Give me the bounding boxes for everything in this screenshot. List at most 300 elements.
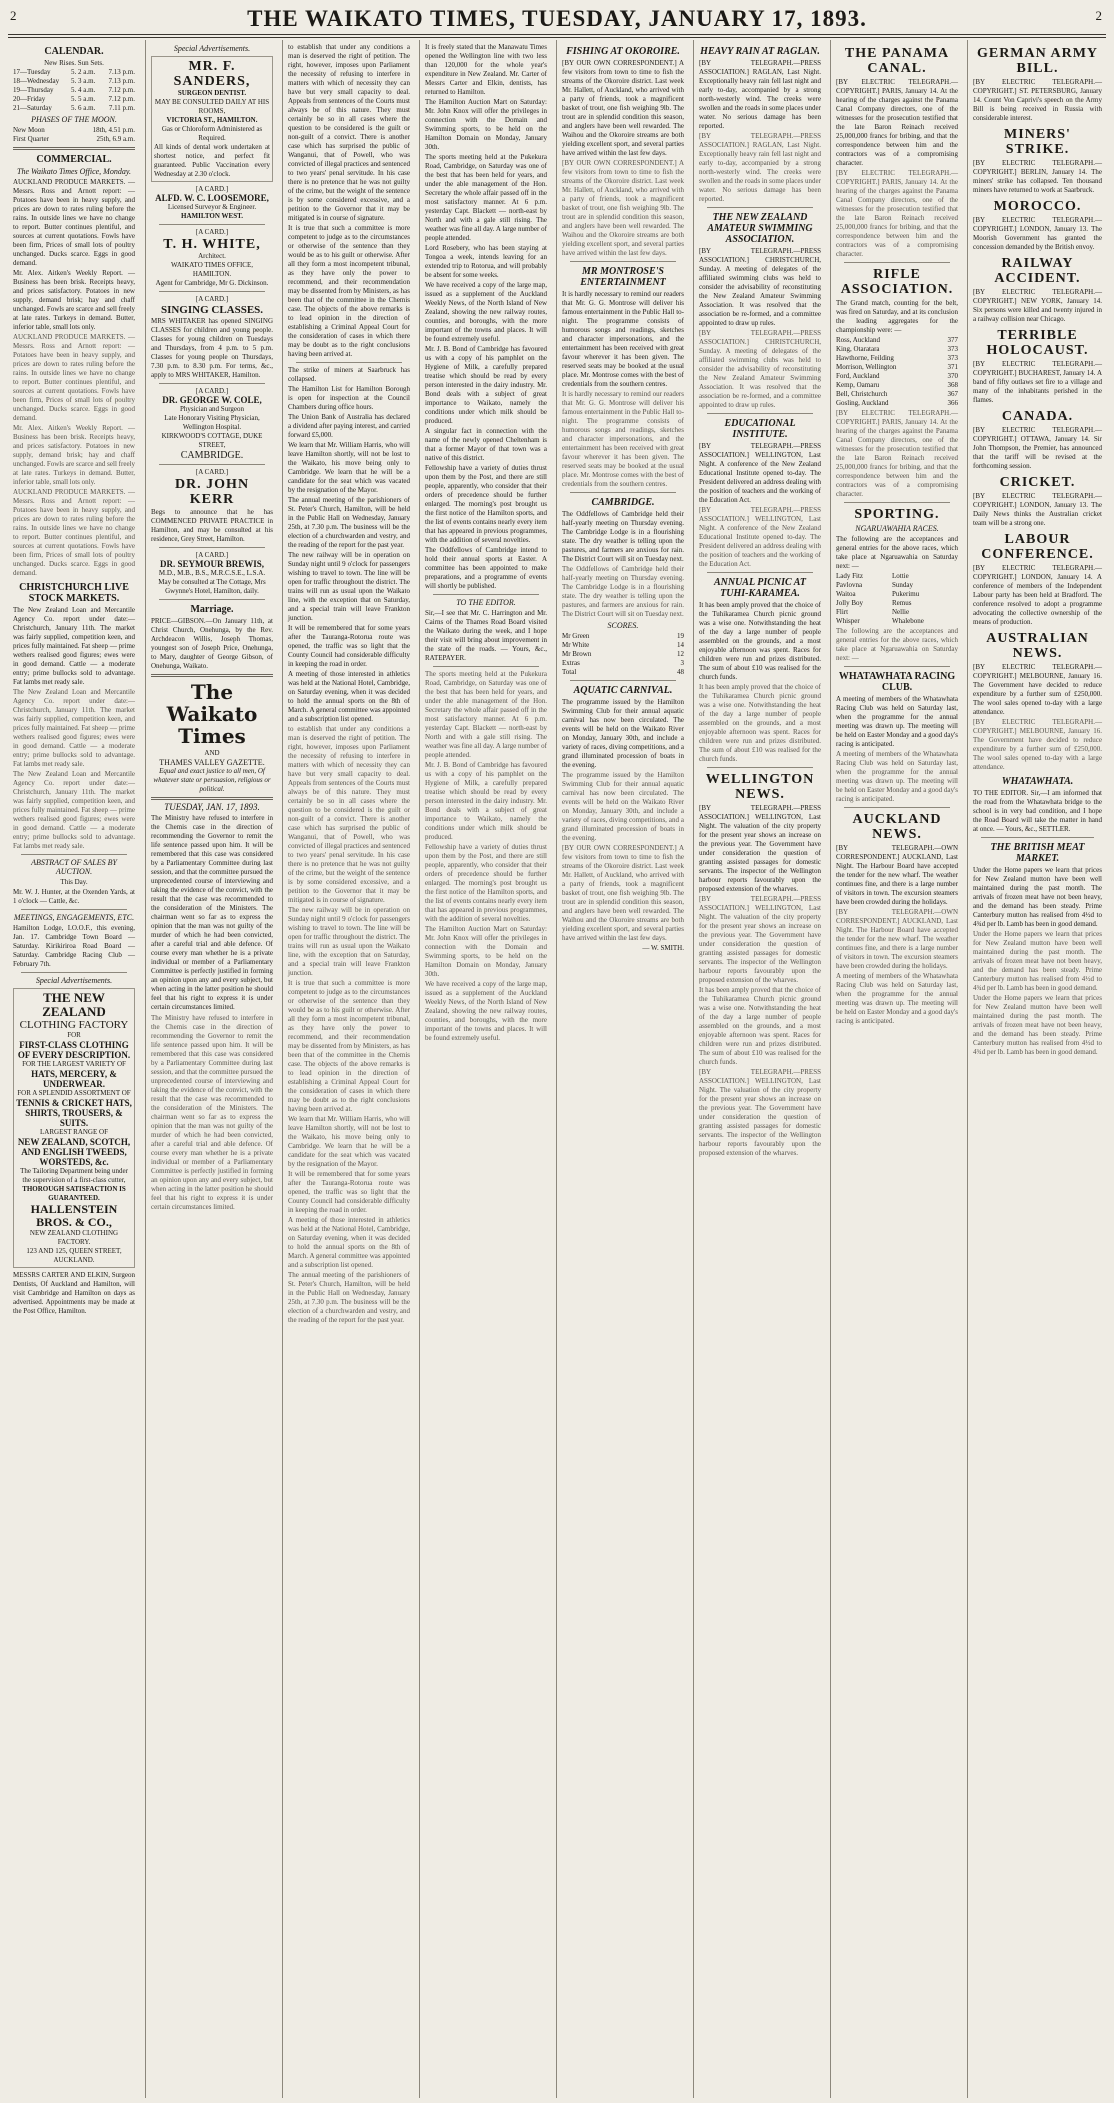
cricket-heading: CRICKET. (999, 475, 1076, 490)
masthead (0, 0, 1114, 34)
ad-line: WAIKATO TIMES OFFICE, HAMILTON. (171, 261, 253, 278)
meat-market-heading: THE BRITISH MEAT MARKET. (990, 842, 1085, 864)
ad-line: DR. GEORGE W. COLE, (162, 395, 262, 405)
rifle-row (836, 399, 958, 408)
divider (707, 207, 813, 208)
ad-line: The Tailoring Department being under the supervision of a first-class cutter, (20, 1167, 128, 1184)
calendar-rise: 5. 2 a.m. (71, 68, 96, 76)
calendar-row (13, 77, 135, 86)
fishing-article: [BY OUR OWN CORRESPONDENT.] A few visitors from town to time to fish the streams of the Okoroire district. Last week Mr. Hallett, of Auckland, who arrived with a party of friends, took a magnificent basket of trout, one fish weighing 9lb. The trout are in splendid condition this season, and anglers have been well rewarded. The Waihou and the Okoroire streams are both yielding excellent sport, and several parties have arrived within the last few days. (562, 59, 684, 157)
christchurch-heading: CHRISTCHURCH LIVE STOCK MARKETS. (19, 582, 129, 604)
divider (570, 492, 676, 493)
page-number-right: 2 (1095, 8, 1102, 23)
score-name: Extras (562, 659, 580, 667)
rifle-score: 373 (947, 345, 958, 353)
ad-line: CLOTHING FACTORY (19, 1019, 129, 1031)
cambridge-heading: CAMBRIDGE. (591, 497, 655, 508)
score-row (562, 659, 684, 668)
calendar-day: 17—Tuesday (13, 68, 51, 76)
news-item: We have received a copy of the large map, issued as a supplement of the Auckland Weekly News, of the North Island of New Zealand, showing the new railway routes, counties, and boroughs, with the more important of the towns and places. It will be found extremely useful. (425, 980, 547, 1042)
calendar-rise: 5. 5 a.m. (71, 95, 96, 103)
terrible-holocaust-article: [BY ELECTRIC TELEGRAPH.—COPYRIGHT.] BUCHAREST, January 14. A band of fifty outlaws set fire to a village and many of the inhabitants perished in the flames. (973, 360, 1102, 404)
news-item: Mr. J. B. Bond of Cambridge has favoured us with a copy of his pamphlet on the Hygiene of Milk, a carefully prepared treatise which should be read by every person interested in the dairy industry. Mr. Bond deals with a subject of great importance to Waikato, namely the conditions under which milk should be produced. (425, 761, 547, 841)
calendar-rise: 5. 3 a.m. (71, 77, 96, 85)
card-label: [A CARD.] (195, 387, 229, 395)
race-entry-row (836, 581, 958, 590)
australian-news-heading: AUSTRALIAN NEWS. (986, 631, 1089, 661)
race-entry-row (836, 572, 958, 581)
news-item: We have received a copy of the large map, issued as a supplement of the Auckland Weekly News, of the North Island of New Zealand, showing the new railway routes, counties, and boroughs, with the more important of the towns and places. It will be found extremely useful. (425, 281, 547, 343)
nameplate-subtitle: THAMES VALLEY GAZETTE. (159, 758, 265, 767)
commercial-paragraph: Mr. Alex. Aitken's Weekly Report. — Business has been brisk. Receipts heavy, and prices satisfactory. Potatoes in new supply, demand brisk; hay and chaff unchanged. Fowls are scarce and sell freely at late rates. Turkeys in demand. Butter, inferior table, small lots only. (13, 269, 135, 331)
divider (159, 547, 265, 548)
news-item: The Hamilton Auction Mart on Saturday: Mr. John Knox will offer the privileges in connection with the Domain and Swimming sports, to be held on the Hamilton Domain on Monday, January 30th. (425, 98, 547, 151)
ad-line: DR. SEYMOUR BREWIS, (159, 559, 264, 569)
news-item: The Hamilton List for Hamilton Borough is open for inspection at the Council Chambers during office hours. (288, 385, 410, 411)
divider (707, 572, 813, 573)
auckland-article: [BY TELEGRAPH.—OWN CORRESPONDENT.] AUCKLAND, Last Night. The Harbour Board have accepted the tender for the new wharf. The weather continues fine, and there is a large number of visitors in town. The excursion steamers have been crowded during the holidays. (836, 908, 958, 970)
column-4 (419, 40, 552, 2098)
australian-news-article: [BY ELECTRIC TELEGRAPH.—COPYRIGHT.] MELBOURNE, January 16. The Government have decided to reduce expenditure by a further sum of £250,000. The wool sales opened to-day with a large attendance. (973, 718, 1102, 771)
wellington-article: [BY TELEGRAPH.—PRESS ASSOCIATION.] WELLINGTON, Last Night. The valuation of the city property for the present year shows an increase on the previous year. The Government have under consideration the question of granting assisted passages for domestic servants. The inspector of the Wellington harbour reports favourably upon the proposed extension of the wharves. (699, 804, 821, 893)
wellington-article: [BY TELEGRAPH.—PRESS ASSOCIATION.] WELLINGTON, Last Night. The valuation of the city property for the present year shows an increase on the previous year. The Government have under consideration the question of granting assisted passages for domestic servants. The inspector of the Wellington harbour reports favourably upon the proposed extension of the wharves. (699, 895, 821, 984)
horse-name: Pavlovna (836, 581, 863, 589)
dentist-ad: MESSRS CARTER AND ELKIN, Surgeon Dentists, Of Auckland and Hamilton, will visit Cambridge and Hamilton on days as advertised. Appointments may be made at the Post Office, Hamilton. (13, 1271, 135, 1315)
fishing-article: [BY OUR OWN CORRESPONDENT.] A few visitors from town to time to fish the streams of the Okoroire district. Last week Mr. Hallett, of Auckland, who arrived with a party of friends, took a magnificent basket of trout, one fish weighing 9lb. The trout are in splendid condition this season, and anglers have been well rewarded. The Waihou and the Okoroire streams are both yielding excellent sport, and several parties have arrived within the last few days. (562, 159, 684, 257)
ad-line: 123 AND 125, QUEEN STREET, AUCKLAND. (26, 1247, 122, 1264)
ad-line: Architect. (198, 252, 226, 260)
moon-phases-heading: PHASES OF THE MOON. (31, 115, 117, 124)
news-item: The new railway will be in operation on Sunday night until 9 o'clock for passengers wishing to travel to town. The line will be open for traffic throughout the district. The trains will run as usual upon the Waikato line, with the exception that on Saturday, and a special train will leave Frankton junction. (288, 906, 410, 977)
rifle-score: 377 (947, 336, 958, 344)
horse-name: Waitoa (836, 590, 856, 598)
editorial-text: The Ministry have refused to interfere in the Chemis case in the direction of recommending the Governor to remit the life sentence passed upon him. It will be remembered that this case was considered by a Parliamentary Committee during last session, and that the committee pursued the unprecedented course of interviewing and taking the evidence of the convict, with the result that the case was recommended to the consideration of the Ministers. The chairman went so far as to express the opinion that the man was not guilty of the murder of which he had been convicted, after a careful trial and able defence. Of course every man whether he is a private individual or member of a Parliamentary Committee is perfectly justified in forming an opinion upon any and every subject, but when acting in the latter position he should feel that his right to express it is under certain circumstances limited. (151, 1014, 273, 1211)
moon-phase: New Moon (13, 126, 45, 134)
picnic-article: It has been amply proved that the choice of the Tuhikaramea Church picnic ground was a wise one. Notwithstanding the heat of the day a large number of people assembled on the grounds, and a most enjoyable afternoon was spent. Races for children were run and prizes distributed. The sum of about £10 was realised for the church funds. (699, 601, 821, 681)
moon-time: 18th, 4.51 p.m. (92, 126, 135, 134)
calendar-row (13, 68, 135, 77)
column-2 (145, 40, 278, 2098)
swimming-article: [BY TELEGRAPH.—PRESS ASSOCIATION.] CHRISTCHURCH, Sunday. A meeting of delegates of the affiliated swimming clubs was held to consider the advisability of reconstituting the New Zealand Amateur Swimming Association. It was resolved that the association be re-formed, and a committee appointed to draw up rules. (699, 329, 821, 409)
ad-line: HAMILTON WEST. (181, 212, 243, 220)
miners-strike-heading: MINERS' STRIKE. (1004, 127, 1071, 157)
race-entries-table (836, 572, 958, 626)
nameplate-and: AND (204, 749, 220, 757)
montrose-heading: MR MONTROSE'S ENTERTAINMENT (580, 266, 666, 288)
ad-line: VICTORIA ST., HAMILTON. (166, 116, 258, 124)
moon-row (13, 126, 135, 135)
auckland-article: [BY TELEGRAPH.—OWN CORRESPONDENT.] AUCKLAND, Last Night. The Harbour Board have accepted the tender for the new wharf. The weather continues fine, and there is a large number of visitors in town. The excursion steamers have been crowded during the holidays. (836, 844, 958, 906)
calendar-header: New Rises. Sun Sets. (44, 59, 104, 67)
divider (21, 854, 127, 855)
card-label: [A CARD.] (195, 185, 229, 193)
cambridge-article: The Oddfellows of Cambridge held their half-yearly meeting on Thursday evening. The Cambridge Lodge is in a flourishing state. The dry weather is telling upon the pastures, and farmers are anxious for rain. The District Court will sit on Tuesday next. (562, 565, 684, 618)
ad-line: May be consulted at The Cottage, Mrs Gwynne's Hotel, Hamilton, daily. (158, 578, 266, 595)
calendar-rise: 5. 4 a.m. (71, 86, 96, 94)
carnival-article: The programme issued by the Hamilton Swimming Club for their annual aquatic carnival has now been circulated. The events will be held on the Waikato River on Monday, January 30th, and include a variety of races, diving competitions, and a grand illuminated procession of boats in the evening. (562, 771, 684, 842)
picnic-heading: ANNUAL PICNIC AT TUHI-KARAMEA. (713, 577, 807, 599)
signoff: — W. SMITH. (642, 944, 684, 952)
ad-line: Gas or Chloroform Administered as Required. (161, 125, 263, 142)
calendar-set: 7.12 p.m. (108, 86, 135, 94)
railway-accident-heading: RAILWAY ACCIDENT. (994, 256, 1081, 286)
news-item: The annual meeting of the parishioners of St. Peter's Church, Hamilton, will be held in the Public Hall on Wednesday, January 25th, at 7.30 p.m. The business will be the election of a churchwarden and vestry, and the reading of the report for the past year. (288, 1271, 410, 1324)
sporting-subheading: NGARUAWAHIA RACES. (855, 524, 939, 533)
ad-line: NEW ZEALAND, SCOTCH, AND ENGLISH TWEEDS, WORSTEDS, &c. (17, 1137, 131, 1167)
moon-phase: First Quarter (13, 135, 49, 143)
ad-line: SURGEON DENTIST. (177, 89, 247, 97)
commercial-paragraph: AUCKLAND PRODUCE MARKETS. — Messrs. Ross and Arnott report: — Potatoes have been in heavy supply, and prices are down to rates ruling before the rains. In outside lines we have no change to report. Butter continues plentiful, and sources at current quotations. Fowls have been firm, Prices of small lots of poultry unchanged. Ducks scarce. Eggs in good demand. (13, 488, 135, 577)
news-item: Fellowship have a variety of duties thrust upon them by the Post, and there are still people, apparently, who consider that their orders of precedence should be further enlarged. The morning's post brought us the first notice of the Hamilton sports, and the list of events contains nearly every item that has appeared in previous programmes, with the addition of several novelties. (425, 464, 547, 544)
sporting-article: The following are the acceptances and general entries for the above races, which take place at Ngaruawahia on Saturday next: — (836, 535, 958, 570)
ad-line: KIRKWOOD'S COTTAGE, DUKE STREET, (161, 432, 263, 449)
newspaper-header-title: THE WAIKATO TIMES, TUESDAY, JANUARY 17, 1893. (247, 6, 867, 31)
calendar-set: 7.11 p.m. (108, 104, 135, 112)
horse-name: Sunday (892, 581, 913, 589)
rifle-score: 366 (947, 399, 958, 407)
ad-line: HALLENSTEIN BROS. & CO., (30, 1202, 118, 1229)
horse-name: Flirt (836, 608, 849, 616)
education-article: [BY TELEGRAPH.—PRESS ASSOCIATION.] WELLINGTON, Last Night. A conference of the New Zealand Educational Institute opened to-day. The President delivered an address dealing with the position of teachers and the working of the Education Act. (699, 506, 821, 568)
score-row (562, 632, 684, 641)
ad-line: Licensed Surveyor & Engineer. (167, 203, 257, 211)
ad-line: SINGING CLASSES. (160, 304, 264, 316)
ad-line: FOR (67, 1031, 81, 1039)
rifle-article: [BY ELECTRIC TELEGRAPH.—COPYRIGHT.] PARIS, January 14. At the hearing of the charges against the Panama Canal Company directors, one of the witnesses for the prosecution testified that the late Baron Reinach received 25,000,000 francs for bribing, and that the correspondence between him and the contractors was of a compromising character. (836, 409, 958, 498)
divider (844, 262, 950, 263)
ad-line: T. H. WHITE, (163, 237, 261, 252)
cambridge-article: The Oddfellows of Cambridge held their half-yearly meeting on Thursday evening. The Cambridge Lodge is in a flourishing state. The dry weather is telling upon the pastures, and farmers are anxious for rain. The District Court will sit on Tuesday next. (562, 510, 684, 563)
news-item: The Oddfellows of Cambridge intend to hold their annual sports at Easter. A committee has been appointed to make preparations, and a programme of events will shortly be published. (425, 546, 547, 590)
column-7 (830, 40, 963, 2098)
scores-heading: SCORES. (607, 621, 639, 630)
rifle-score: 368 (947, 381, 958, 389)
rifle-score: 371 (947, 363, 958, 371)
carnival-heading: AQUATIC CARNIVAL. (573, 685, 673, 696)
singing-ad-text: MRS WHITAKER has opened SINGING CLASSES for children and young people. Classes for young children on Tuesdays and Thursdays, from 4 p.m. to 5 p.m. Classes for young people on Thursdays, 7.30 p.m. to 8.30 p.m. For terms, &c., apply to MRS WHITAKER, Hamilton. (151, 317, 273, 379)
news-item: We learn that Mr. William Harris, who will leave Hamilton shortly, will not be lost to the Waikato, his move being only to Cambridge. We learn that he will be a candidate for the seat which was vacated by the resignation of the Mayor. (288, 1115, 410, 1168)
horse-name: Whisper (836, 617, 860, 625)
calendar-table (13, 68, 135, 113)
news-item: It will be remembered that for some years after the Tauranga-Rotorua route was opened, the traffic was so light that the County Council had considerable difficulty in keeping the road in order. (288, 1170, 410, 1214)
rifle-name: Gosling, Auckland (836, 399, 889, 407)
raglan-article: [BY TELEGRAPH.—PRESS ASSOCIATION.] RAGLAN, Last Night. Exceptionally heavy rain fell last night and early to-day, accompanied by a strong north-westerly wind. The creeks were swollen and the roads in some places under water. No serious damage has been reported. (699, 59, 821, 130)
raglan-heading: HEAVY RAIN AT RAGLAN. (700, 46, 820, 57)
news-item: The strike of miners at Saarbruck has collapsed. (288, 366, 410, 383)
whatawhata-heading: WHATAWHATA. (1001, 776, 1074, 787)
rifle-name: King, Otaratara (836, 345, 880, 353)
calendar-row (13, 95, 135, 104)
swimming-heading: THE NEW ZEALAND AMATEUR SWIMMING ASSOCIATION. (707, 212, 813, 245)
rifle-row (836, 390, 958, 399)
morocco-article: [BY ELECTRIC TELEGRAPH.—COPYRIGHT.] LONDON, January 13. The Moorish Government has granted the concession demanded by the British envoy. (973, 216, 1102, 251)
ad-line: Physician and Surgeon (179, 405, 245, 413)
ad-line: CAMBRIDGE. (180, 450, 244, 461)
special-ads-heading: Special Advertisements. (35, 976, 113, 985)
card-label: [A CARD.] (195, 468, 229, 476)
ad-line: DR. JOHN KERR (174, 477, 250, 507)
section-divider (151, 674, 273, 677)
news-item: We learn that Mr. William Harris, who will leave Hamilton shortly, will not be lost to the Waikato, his move being only to Cambridge. We learn that he will be a candidate for the seat which was vacated by the resignation of the Mayor. (288, 441, 410, 494)
canada-article: [BY ELECTRIC TELEGRAPH.—COPYRIGHT.] OTTAWA, January 14. Sir John Thompson, the Premier, has announced that the tariff will be revised at the forthcoming session. (973, 426, 1102, 470)
score-value: 48 (677, 668, 684, 676)
divider (159, 383, 265, 384)
christchurch-paragraph: The New Zealand Loan and Mercantile Agency Co. report under date:— Christchurch, January 11th. The market was fairly supplied, competition keen, and prices fully maintained. Fat sheep — prime wethers realised good figures; ewes were in good demand. Cattle — a moderate entry; prime bullocks sold to advantage. Fat lambs met ready sale. (13, 688, 135, 768)
news-item: A singular fact in connection with the name of the newly opened Cheltenham is that a former Mayor of that town was a native of this district. (425, 427, 547, 462)
fishing-heading: FISHING AT OKOROIRE. (566, 46, 680, 57)
raglan-article: [BY TELEGRAPH.—PRESS ASSOCIATION.] RAGLAN, Last Night. Exceptionally heavy rain fell last night and early to-day, accompanied by a strong north-westerly wind. The creeks were swollen and the roads in some places under water. No serious damage has been reported. (699, 132, 821, 203)
section-divider (151, 797, 273, 800)
ad-line: HATS, MERCERY, & UNDERWEAR. (31, 1069, 117, 1089)
news-item: It will be remembered that for some years after the Tauranga-Rotorua route was opened, the traffic was so light that the County Council had considerable difficulty in keeping the road in order. (288, 624, 410, 668)
ad-line: LARGEST RANGE OF (40, 1128, 108, 1136)
rifle-name: Kemp, Oamaru (836, 381, 880, 389)
swimming-article: [BY TELEGRAPH.—PRESS ASSOCIATION.] CHRISTCHURCH, Sunday. A meeting of delegates of the affiliated swimming clubs was held to consider the advisability of reconstituting the New Zealand Amateur Swimming Association. It was resolved that the association be re-formed, and a committee appointed to draw up rules. (699, 247, 821, 327)
score-row (562, 641, 684, 650)
picnic-article: It has been amply proved that the choice of the Tuhikaramea Church picnic ground was a wise one. Notwithstanding the heat of the day a large number of people assembled on the grounds, and a most enjoyable afternoon was spent. Races for children were run and prizes distributed. The sum of about £10 was realised for the church funds. (699, 683, 821, 763)
whatawhata-letter: TO THE EDITOR. Sir,—I am informed that the road from the Whatawhata bridge to the school is in very bad condition, and I hope the Road Board will take the matter in hand at once. — Yours, &c., SETTLER. (973, 789, 1102, 833)
rifle-score: 370 (947, 372, 958, 380)
whatawhata-racing-article: A meeting of members of the Whatawhata Racing Club was held on Saturday last, when the programme for the annual meeting was drawn up. The meeting will be held on Easter Monday and a good day's racing is anticipated. (836, 750, 958, 803)
header-rule (8, 34, 1106, 35)
scores-table (562, 632, 684, 677)
divider (570, 261, 676, 262)
ad-line: THE NEW ZEALAND (42, 990, 106, 1019)
meat-market-article: Under the Home papers we learn that prices for New Zealand mutton have been well maintained during the past month. The arrivals of frozen meat have not been heavy, and the demand has been steady. Prime Canterbury mutton has realised from 4½d to 4¾d per lb. Lamb has been in good demand. (973, 930, 1102, 992)
commercial-paragraph: AUCKLAND PRODUCE MARKETS. — Messrs. Ross and Arnott report: — Potatoes have been in heavy supply, and prices are down to rates ruling before the rains. In outside lines we have no change to report. Butter continues plentiful, and sources at current quotations. Fowls have been firm, Prices of small lots of poultry unchanged. Ducks scarce. Eggs in good demand. (13, 333, 135, 422)
ad-line: All kinds of dental work undertaken at shortest notice, and perfect fit guaranteed. Public Vaccination every Wednesday at 2.30 o'clock. (154, 143, 270, 178)
cricket-article: [BY ELECTRIC TELEGRAPH.—COPYRIGHT.] LONDON, January 13. The Daily News thinks the Australian cricket team will be a strong one. (973, 492, 1102, 527)
terrible-holocaust-heading: TERRIBLE HOLOCAUST. (986, 328, 1089, 358)
ad-line: Late Honorary Visiting Physician, Wellington Hospital. (164, 414, 260, 431)
news-item: The annual meeting of the parishioners of St. Peter's Church, Hamilton, will be held in the Public Hall on Wednesday, January 25th, at 7.30 p.m. The business will be the election of a churchwarden and vestry, and the reading of the report for the past year. (288, 496, 410, 549)
calendar-set: 7.13 p.m. (108, 77, 135, 85)
header-rule-lower (8, 37, 1106, 38)
score-value: 3 (680, 659, 684, 667)
news-item: The new railway will be in operation on Sunday night until 9 o'clock for passengers wishing to travel to town. The line will be open for traffic throughout the district. The trains will run as usual upon the Waikato line, with the exception that on Saturday, and a special train will leave Frankton junction. (288, 551, 410, 622)
column-1 (8, 40, 140, 2098)
morocco-heading: MOROCCO. (993, 199, 1082, 214)
section-divider (13, 147, 135, 150)
wellington-heading: WELLINGTON NEWS. (705, 772, 815, 802)
newspaper-nameplate: The Waikato Times (166, 680, 258, 748)
news-item: It is true that such a committee is more competent to judge as to the circumstances or otherwise of the sentence than they would be as to his guilt or otherwise. After all they form a most incompetent tribunal, as they have only the power to recommend, and their recommendation may be dissented from by Ministers, as has been that of the committee in the Chemis case. The objects of the above remarks is to lead opinion in the direction of establishing a Criminal Appeal Court for the consideration of cases in which there may be doubt as to the right conclusions having been arrived at. (288, 979, 410, 1113)
score-value: 14 (677, 641, 684, 649)
score-row (562, 668, 684, 677)
rifle-intro: The Grand match, counting for the belt, was fired on Saturday, and at its conclusion the leading aggregates for the championship were: — (836, 299, 958, 334)
card-label: [A CARD.] (195, 295, 229, 303)
news-item: The sports meeting held at the Pukekura Road, Cambridge, on Saturday was one of the best that has been held for years, and under the able management of the Hon. Secretary the whole affair passed off in the most satisfactory manner. At 6 p.m. yesterday Capt. Blackett — north-east by North and with a gale still rising. The weather was fine all day. A large number of people attended. (425, 670, 547, 759)
horse-name: Remus (892, 599, 912, 607)
news-item: to establish that under any conditions a man is deserved the right of petition. The right, however, imposes upon Parliament the necessity of refusing to interfere in matters with which of necessity they can have but very small capacity to deal. Appeals from sentences of the Courts must always be of this nature. They must certainly be so in all cases where the question to be considered is the guilt or non-guilt of a convict. There is another case which has surprised the public of Wanganui, that of Powell, who was convicted of illegal practices and sentenced to two years' penal servitude. In his case there is no pretence that he was not guilty of the crime, but the weight of the sentence is by some considered excessive, and a petition to the Governor that it may be mitigated is in course of signature. (288, 725, 410, 904)
commercial-heading: COMMERCIAL. (36, 154, 112, 165)
marriage-notice: PRICE—GIBSON.—On January 11th, at Christ Church, Onehunga, by the Rev. Archdeacon Willis, Joseph Thomas, youngest son of Joseph Price, Onehunga, to Mary, daughter of George Gibson, of Onehunga, Waikato. (151, 617, 273, 670)
race-entry-row (836, 599, 958, 608)
divider (21, 909, 127, 910)
rifle-row (836, 345, 958, 354)
ad-line: NEW ZEALAND CLOTHING FACTORY. (29, 1229, 119, 1246)
ad-line: THOROUGH SATISFACTION IS GUARANTEED. (22, 1185, 126, 1202)
race-entry-row (836, 590, 958, 599)
education-article: [BY TELEGRAPH.—PRESS ASSOCIATION.] WELLINGTON, Last Night. A conference of the New Zealand Educational Institute opened to-day. The President delivered an address dealing with the position of teachers and the working of the Education Act. (699, 442, 821, 504)
calendar-set: 7.12 p.m. (108, 95, 135, 103)
rifle-row (836, 372, 958, 381)
german-army-article: [BY ELECTRIC TELEGRAPH.—COPYRIGHT.] ST. PETERSBURG, January 14. Count Von Caprivi's speech on the Army Bill is being received in Russia with considerable interest. (973, 78, 1102, 122)
montrose-article: It is hardly necessary to remind our readers that Mr. G. G. Montrose will deliver his famous entertainment in the Public Hall to-night. The programme consists of humorous songs and readings, sketches and character impersonations, and the entertainment has been received with great favour wherever it has been given. The reserved seats may be booked at the usual place. Mr. Montrose comes with the best of credentials from the southern centres. (562, 290, 684, 388)
column-8 (967, 40, 1107, 2098)
commercial-paragraph: AUCKLAND PRODUCE MARKETS. — Messrs. Ross and Arnott report: — Potatoes have been in heavy supply, and prices are down to rates ruling before the rains. In outside lines we have no change to report. Butter continues plentiful, and sources at current quotations. Fowls have been firm, Prices of small lots of poultry unchanged. Ducks scarce. Eggs in good demand. (13, 178, 135, 267)
miners-strike-article: [BY ELECTRIC TELEGRAPH.—COPYRIGHT.] BERLIN, January 14. The miners' strike has collapsed. Ten thousand miners have returned to work at Saarbruck. (973, 159, 1102, 194)
letter-heading: TO THE EDITOR. (456, 598, 516, 607)
calendar-day: 21—Saturday (13, 104, 52, 112)
ad-line: MR. F. SANDERS, (173, 59, 251, 89)
divider (21, 972, 127, 973)
commercial-paragraph: Mr. Alex. Aitken's Weekly Report. — Business has been brisk. Receipts heavy, and prices satisfactory. Potatoes in new supply, demand brisk; hay and chaff unchanged. Fowls are scarce and sell freely at late rates. Turkeys in demand. Butter, inferior table, small lots only. (13, 424, 135, 486)
score-name: Total (562, 668, 577, 676)
score-row (562, 650, 684, 659)
labour-conference-article: [BY ELECTRIC TELEGRAPH.—COPYRIGHT.] LONDON, January 14. A conference of members of the Independent Labour party has been held at Bradford. The conference resolved to adopt a programme advocating the collective ownership of the means of production. (973, 564, 1102, 626)
divider (433, 594, 539, 595)
calendar-row (13, 86, 135, 95)
carnival-article: [BY OUR OWN CORRESPONDENT.] A few visitors from town to time to fish the streams of the Okoroire district. Last week Mr. Hallett, of Auckland, who arrived with a party of friends, took a magnificent basket of trout, one fish weighing 9lb. The trout are in splendid condition this season, and anglers have been well rewarded. The Waihou and the Okoroire streams are both yielding excellent sport, and several parties have arrived within the last few days. (562, 844, 684, 942)
divider (159, 464, 265, 465)
sporting-article: The following are the acceptances and general entries for the above races, which take place at Ngaruawahia on Saturday next: — (836, 627, 958, 662)
divider (844, 807, 950, 808)
horse-name: Nellie (892, 608, 910, 616)
news-item: Lord Rosebery, who has been staying at Tongoa a week, intends leaving for an extended trip to Rotorua, and will probably be absent for some weeks. (425, 244, 547, 279)
calendar-day: 19—Thursday (13, 86, 54, 94)
page-number-left: 2 (10, 8, 17, 23)
sales-subheading: This Day. (60, 878, 88, 886)
education-heading: EDUCATIONAL INSTITUTE. (724, 418, 796, 440)
meetings-heading: MEETINGS, ENGAGEMENTS, ETC. (13, 913, 135, 922)
score-name: Mr White (562, 641, 590, 649)
meat-market-article: Under the Home papers we learn that prices for New Zealand mutton have been well maintained during the past month. The arrivals of frozen meat have not been heavy, and the demand has been steady. Prime Canterbury mutton has realised from 4½d to 4¾d per lb. Lamb has been in good demand. (973, 866, 1102, 928)
sales-heading: ABSTRACT OF SALES BY AUCTION. (31, 858, 117, 876)
nameplate-motto: Equal and exact justice to all men, Of whatever state or persuasion, religious or political. (153, 767, 271, 793)
panama-heading: THE PANAMA CANAL. (844, 46, 950, 76)
rifle-row (836, 336, 958, 345)
column-3 (282, 40, 415, 2098)
labour-conference-heading: LABOUR CONFERENCE. (981, 532, 1094, 562)
clothing-factory-ad (13, 988, 135, 1268)
news-item: Mr. J. B. Bond of Cambridge has favoured us with a copy of his pamphlet on the Hygiene of Milk, a carefully prepared treatise which should be read by every person interested in the dairy industry. Mr. Bond deals with a subject of great importance to Waikato, namely the conditions under which milk should be produced. (425, 345, 547, 425)
moon-table (13, 126, 135, 144)
wellington-article: [BY TELEGRAPH.—PRESS ASSOCIATION.] WELLINGTON, Last Night. The valuation of the city property for the present year shows an increase on the previous year. The Government have under consideration the question of granting assisted passages for domestic servants. The inspector of the Wellington harbour reports favourably upon the proposed extension of the wharves. (699, 1068, 821, 1157)
ad-line: FIRST-CLASS CLOTHING OF EVERY DESCRIPTION. (17, 1040, 131, 1060)
divider (296, 362, 402, 363)
horse-name: Jolly Boy (836, 599, 864, 607)
horse-name: Whalebone (892, 617, 924, 625)
divider (570, 680, 676, 681)
rifle-name: Ross, Auckland (836, 336, 880, 344)
editorial-date: TUESDAY, JAN. 17, 1893. (164, 802, 260, 812)
special-ads-heading: Special Advertisements. (173, 44, 251, 53)
score-value: 19 (677, 632, 684, 640)
ad-line: TENNIS & CRICKET HATS, SHIRTS, TROUSERS, & SUITS. (16, 1098, 132, 1128)
rifle-row (836, 363, 958, 372)
auckland-article: A meeting of members of the Whatawhata Racing Club was held on Saturday last, when the programme for the annual meeting was drawn up. The meeting will be held on Easter Monday and a good day's racing is anticipated. (836, 972, 958, 1025)
panama-article: [BY ELECTRIC TELEGRAPH.—COPYRIGHT.] PARIS, January 14. At the hearing of the charges against the Panama Canal Company directors, one of the witnesses for the prosecution testified that the late Baron Reinach received 25,000,000 francs for bribing, and that the correspondence between him and the contractors was of a compromising character. (836, 169, 958, 258)
score-name: Mr Brown (562, 650, 592, 658)
news-item: A meeting of those interested in athletics was held at the National Hotel, Cambridge, on Saturday evening, when it was decided to hold the annual sports on the 8th of March. A general committee was appointed and a subscription list opened. (288, 1216, 410, 1269)
carnival-article: The programme issued by the Hamilton Swimming Club for their annual aquatic carnival has now been circulated. The events will be held on the Waikato River on Monday, January 30th, and include a variety of races, diving competitions, and a grand illuminated procession of boats in the evening. (562, 698, 684, 769)
ad-line: FOR A SPLENDID ASSORTMENT OF (17, 1089, 131, 1097)
news-item: It is freely stated that the Manawatu Times opened the Wellington line with two less than 120,000 for the whole year's expenditure in New Zealand. Mr. Carter of Messrs Carter and Elkin, dentists, has returned to Hamilton. (425, 43, 547, 96)
meat-market-article: Under the Home papers we learn that prices for New Zealand mutton have been well maintained during the past month. The arrivals of frozen meat have not been heavy, and the demand has been steady. Prime Canterbury mutton has realised from 4½d to 4¾d per lb. Lamb has been in good demand. (973, 994, 1102, 1056)
marriage-heading: Marriage. (190, 604, 234, 615)
panama-article: [BY ELECTRIC TELEGRAPH.—COPYRIGHT.] PARIS, January 14. At the hearing of the charges against the Panama Canal Company directors, one of the witnesses for the prosecution testified that the late Baron Reinach received 25,000,000 francs for bribing, and that the correspondence between him and the contractors was of a compromising character. (836, 78, 958, 167)
christchurch-paragraph: The New Zealand Loan and Mercantile Agency Co. report under date:— Christchurch, January 11th. The market was fairly supplied, competition keen, and prices fully maintained. Fat sheep — prime wethers realised good figures; ewes were in good demand. Cattle — a moderate entry; prime bullocks sold to advantage. Fat lambs met ready sale. (13, 770, 135, 850)
calendar-day: 20—Friday (13, 95, 46, 103)
kerr-ad-text: Begs to announce that he has COMMENCED PRIVATE PRACTICE in Hamilton, and may be consulted at his residence, Grey Street, Hamilton. (151, 508, 273, 543)
column-6 (693, 40, 826, 2098)
canada-heading: CANADA. (1001, 409, 1074, 424)
news-item: The Union Bank of Australia has declared a dividend after paying interest, and carried forward £5,000. (288, 413, 410, 439)
australian-news-article: [BY ELECTRIC TELEGRAPH.—COPYRIGHT.] MELBOURNE, January 16. The Government have decided to reduce expenditure by a further sum of £250,000. The wool sales opened to-day with a large attendance. (973, 663, 1102, 716)
editorial-text: to establish that under any conditions a man is deserved the right of petition. The right, however, imposes upon Parliament the necessity of refusing to interfere in matters with which of necessity they can have but very small capacity to deal. Appeals from sentences of the Courts must always be of this nature. They must certainly be so in all cases where the question to be considered is the guilt or non-guilt of a convict. There is another case which has surprised the public of Wanganui, that of Powell, who was convicted of illegal practices and sentenced to two years' penal servitude. In his case there is no pretence that he was not guilty of the crime, but the weight of the sentence is by some considered excessive, and a petition to the Governor that it may be mitigated is in course of signature. (288, 43, 410, 222)
moon-row (13, 135, 135, 144)
meetings-text: Hamilton Lodge, I.O.O.F., this evening, Jan. 17. Cambridge Town Board — Saturday. Kirikiriroa Road Board — Saturday. Cambridge Racing Club — February 7th. (13, 924, 135, 968)
montrose-article: It is hardly necessary to remind our readers that Mr. G. G. Montrose will deliver his famous entertainment in the Public Hall to-night. The programme consists of humorous songs and readings, sketches and character impersonations, and the entertainment has been received with great favour wherever it has been given. The reserved seats may be booked at the usual place. Mr. Montrose comes with the best of credentials from the southern centres. (562, 390, 684, 488)
rifle-score: 373 (947, 354, 958, 362)
divider (159, 291, 265, 292)
ad-line: Agent for Cambridge, Mr G. Dickinson. (155, 279, 269, 287)
divider (844, 666, 950, 667)
column-container (8, 40, 1106, 2098)
column-5 (556, 40, 689, 2098)
divider (159, 599, 265, 600)
wellington-article: It has been amply proved that the choice of the Tuhikaramea Church picnic ground was a wise one. Notwithstanding the heat of the day a large number of people assembled on the grounds, and a most enjoyable afternoon was spent. Races for children were run and prizes distributed. The sum of about £10 was realised for the church funds. (699, 986, 821, 1066)
sporting-heading: SPORTING. (854, 507, 940, 522)
horse-name: Lady Fitz (836, 572, 864, 580)
rifle-scores-table (836, 336, 958, 408)
editorial-text: The Ministry have refused to interfere in the Chemis case in the direction of recommending the Governor to remit the life sentence passed upon him. It will be remembered that this case was considered by a Parliamentary Committee during last session, and that the committee pursued the unprecedented course of interviewing and taking the evidence of the convict, with the result that the case was recommended to the consideration of the Ministers. The chairman went so far as to express the opinion that the man was not guilty of the murder of which he had been convicted, after a careful trial and able defence. Of course every man whether he is a private individual or member of a Parliamentary Committee is perfectly justified in forming an opinion upon any and every subject, but when acting in the latter position he should feel that his right to express it is under certain circumstances limited. (151, 814, 273, 1011)
card-label: [A CARD.] (195, 228, 229, 236)
calendar-heading: CALENDAR. (44, 46, 104, 57)
news-item: Fellowship have a variety of duties thrust upon them by the Post, and there are still people, apparently, who consider that their orders of precedence should be further enlarged. The morning's post brought us the first notice of the Hamilton sports, and the list of events contains nearly every item that has appeared in previous programmes, with the addition of several novelties. (425, 843, 547, 923)
rifle-name: Bell, Christchurch (836, 390, 888, 398)
race-entry-row (836, 608, 958, 617)
ad-line: ALFD. W. C. LOOSEMORE, (155, 193, 269, 203)
sanders-ad (151, 56, 273, 182)
german-army-heading: GERMAN ARMY BILL. (976, 46, 1099, 76)
moon-time: 25th, 6.9 a.m. (96, 135, 135, 143)
divider (844, 502, 950, 503)
rifle-row (836, 354, 958, 363)
divider (707, 413, 813, 414)
ad-line: M.D., M.B., B.S., M.R.C.S.E., L.S.A. (158, 569, 266, 577)
rifle-name: Ford, Auckland (836, 372, 880, 380)
rifle-score: 367 (947, 390, 958, 398)
ad-line: FOR THE LARGEST VARIETY OF (22, 1060, 126, 1068)
editorial-text: It is true that such a committee is more competent to judge as to the circumstances or otherwise of the sentence than they would be as to his guilt or otherwise. After all they form a most incompetent tribunal, as they have only the power to recommend, and their recommendation may be dissented from by Ministers, as has been that of the committee in the Chemis case. The objects of the above remarks is to lead opinion in the direction of establishing a Criminal Appeal Court for the consideration of cases in which there may be doubt as to the right conclusions having been arrived at. (288, 224, 410, 358)
news-item: The Hamilton Auction Mart on Saturday: Mr. John Knox will offer the privileges in connection with the Domain and Swimming sports, to be held on the Hamilton Domain on Monday, January 30th. (425, 925, 547, 978)
divider (981, 837, 1094, 838)
christchurch-paragraph: The New Zealand Loan and Mercantile Agency Co. report under date:— Christchurch, January 11th. The market was fairly supplied, competition keen, and prices fully maintained. Fat sheep — prime wethers realised good figures; ewes were in good demand. Cattle — a moderate entry; prime bullocks sold to advantage. Fat lambs met ready sale. (13, 606, 135, 686)
rifle-row (836, 381, 958, 390)
commercial-subheading: The Waikato Times Office, Monday. (17, 167, 131, 176)
whatawhata-racing-heading: WHATAWHATA RACING CLUB. (838, 671, 956, 693)
divider (707, 767, 813, 768)
card-label: [A CARD.] (195, 551, 229, 559)
auckland-heading: AUCKLAND NEWS. (852, 812, 942, 842)
calendar-rise: 5. 6 a.m. (71, 104, 96, 112)
news-item: The sports meeting held at the Pukekura Road, Cambridge, on Saturday was one of the best that has been held for years, and under the able management of the Hon. Secretary the whole affair passed off in the most satisfactory manner. At 6 p.m. yesterday Capt. Blackett — north-east by North and with a gale still rising. The weather was fine all day. A large number of people attended. (425, 153, 547, 242)
news-item: A meeting of those interested in athletics was held at the National Hotel, Cambridge, on Saturday evening, when it was decided to hold the annual sports on the 8th of March. A general committee was appointed and a subscription list opened. (288, 670, 410, 723)
score-value: 12 (677, 650, 684, 658)
rifle-name: Hawthorne, Feilding (836, 354, 894, 362)
